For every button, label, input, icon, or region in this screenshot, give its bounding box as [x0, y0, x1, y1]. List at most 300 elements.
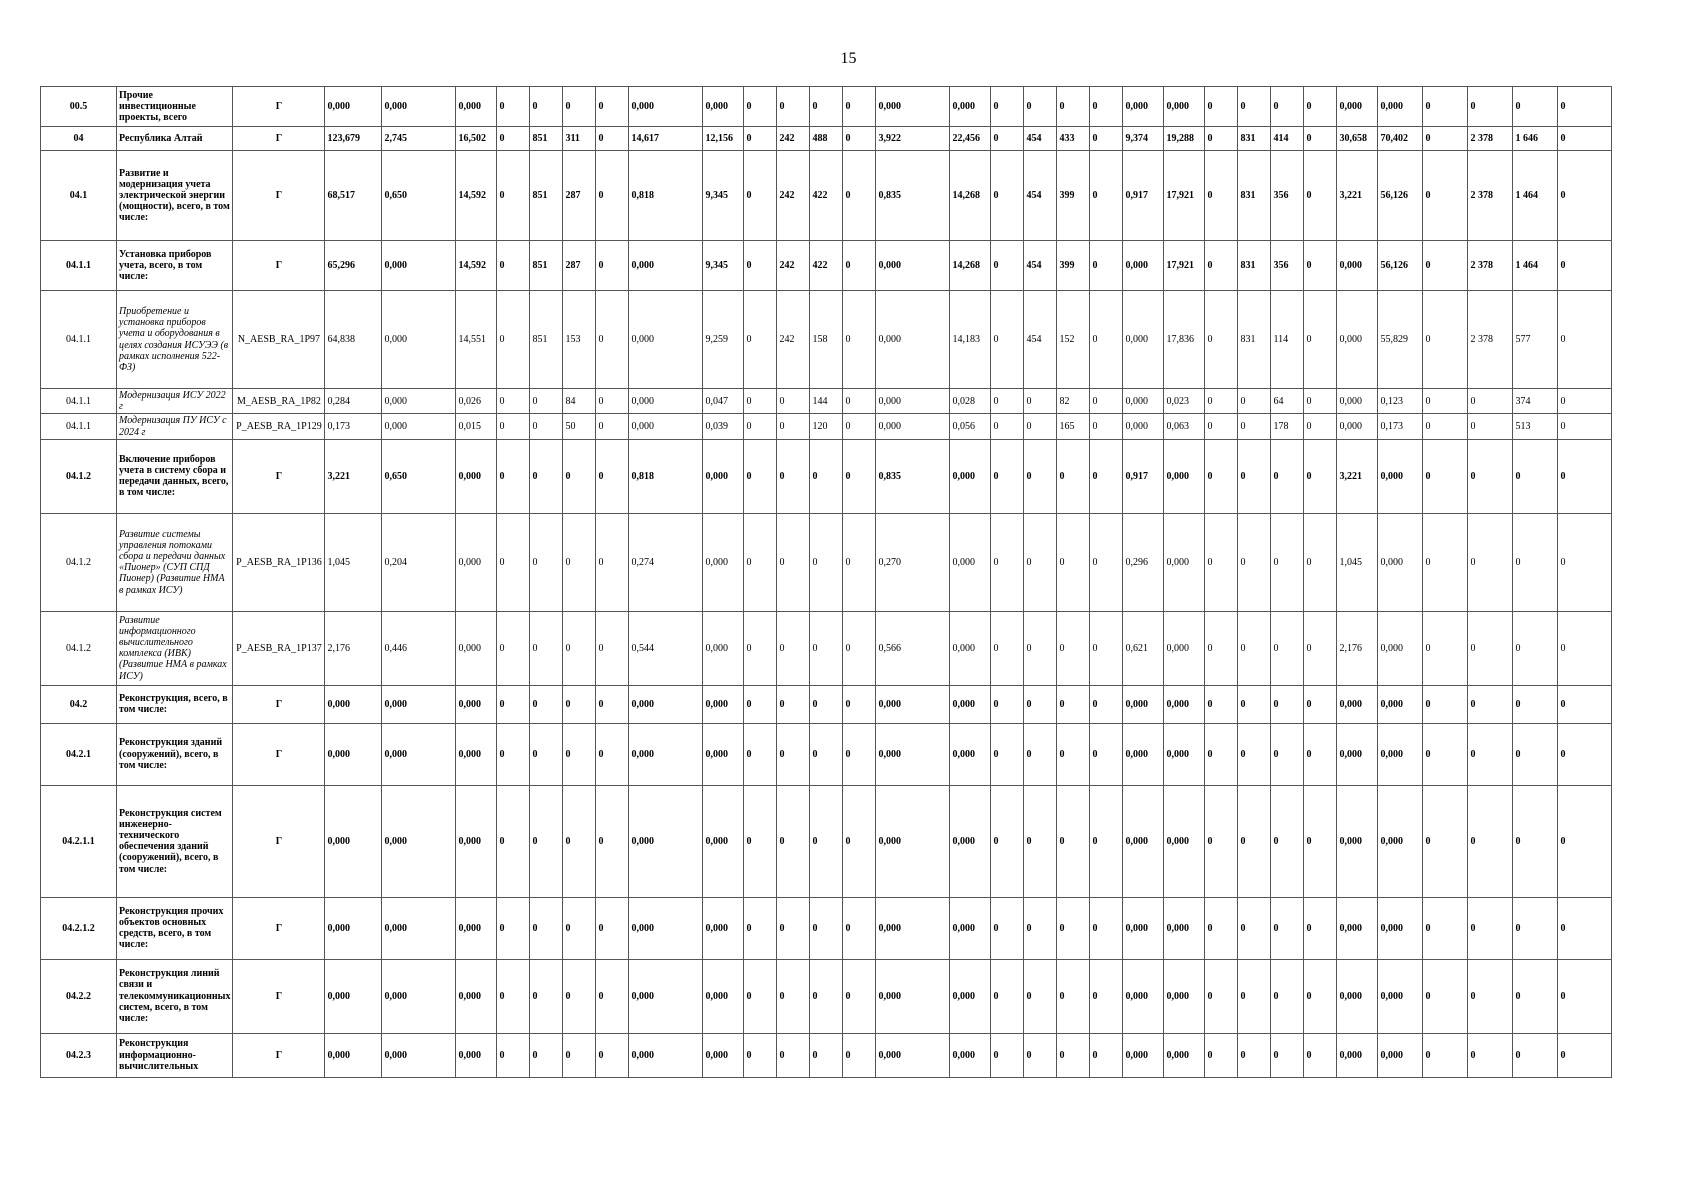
- table-cell: 0: [1558, 785, 1612, 897]
- row-code: 04.1.1: [41, 241, 117, 291]
- table-cell: 0: [810, 723, 843, 785]
- table-cell: 0,000: [1378, 439, 1423, 513]
- table-cell: 0: [1271, 785, 1304, 897]
- table-cell: 0,000: [876, 959, 950, 1033]
- table-cell: 311: [563, 127, 596, 151]
- table-cell: 0,047: [703, 389, 744, 414]
- table-cell: 0: [497, 87, 530, 127]
- table-cell: 0: [843, 685, 876, 723]
- table-cell: 0: [1238, 1033, 1271, 1077]
- table-cell: 0: [1090, 414, 1123, 439]
- row-code: 04.1.1: [41, 291, 117, 389]
- row-name: Установка приборов учета, всего, в том числе:: [117, 241, 233, 291]
- table-cell: 0: [1090, 513, 1123, 611]
- row-code: 04.1.2: [41, 513, 117, 611]
- table-cell: 0,835: [876, 151, 950, 241]
- table-cell: 0,818: [629, 151, 703, 241]
- table-cell: 0: [1205, 723, 1238, 785]
- table-cell: 0: [1304, 414, 1337, 439]
- table-cell: 0: [810, 685, 843, 723]
- row-name: Реконструкция линий связи и телекоммуникационных систем, всего, в том числе:: [117, 959, 233, 1033]
- row-identifier: Г: [233, 959, 325, 1033]
- table-cell: 0,000: [456, 611, 497, 685]
- table-cell: 0: [744, 723, 777, 785]
- table-cell: 0,028: [950, 389, 991, 414]
- table-cell: 0: [1558, 414, 1612, 439]
- table-cell: 0: [1024, 414, 1057, 439]
- table-cell: 0: [530, 389, 563, 414]
- table-cell: 0,650: [382, 439, 456, 513]
- row-name: Развитие и модернизация учета электрической энергии (мощности), всего, в том числе:: [117, 151, 233, 241]
- table-cell: 0,000: [1378, 723, 1423, 785]
- row-name: Реконструкция, всего, в том числе:: [117, 685, 233, 723]
- table-cell: 0,000: [382, 389, 456, 414]
- table-cell: 0,284: [325, 389, 382, 414]
- table-cell: 0: [1468, 87, 1513, 127]
- table-cell: 0: [843, 439, 876, 513]
- table-cell: 0: [1238, 897, 1271, 959]
- table-cell: 0: [530, 611, 563, 685]
- table-cell: 0,000: [1123, 897, 1164, 959]
- table-cell: 356: [1271, 241, 1304, 291]
- table-cell: 16,502: [456, 127, 497, 151]
- table-cell: 0: [810, 959, 843, 1033]
- table-cell: 0,000: [629, 785, 703, 897]
- table-cell: 0: [596, 897, 629, 959]
- table-cell: 0: [991, 291, 1024, 389]
- table-cell: 0: [744, 1033, 777, 1077]
- table-cell: 0: [1238, 785, 1271, 897]
- row-identifier: Г: [233, 785, 325, 897]
- table-cell: 0,000: [876, 685, 950, 723]
- table-cell: 0: [1057, 685, 1090, 723]
- table-cell: 1,045: [1337, 513, 1378, 611]
- table-cell: 0: [777, 785, 810, 897]
- table-cell: 0: [744, 439, 777, 513]
- table-cell: 0,000: [1123, 291, 1164, 389]
- table-cell: 0: [1024, 87, 1057, 127]
- table-cell: 454: [1024, 151, 1057, 241]
- table-cell: 0,000: [1164, 959, 1205, 1033]
- table-cell: 0: [1024, 1033, 1057, 1077]
- table-cell: 0,000: [629, 723, 703, 785]
- table-cell: 0: [744, 897, 777, 959]
- table-cell: 0,000: [1123, 241, 1164, 291]
- table-row: [41, 513, 1612, 611]
- table-cell: 0: [1090, 685, 1123, 723]
- table-cell: 0: [1304, 87, 1337, 127]
- table-cell: 422: [810, 151, 843, 241]
- table-cell: 0: [563, 439, 596, 513]
- table-cell: 0: [1468, 685, 1513, 723]
- table-cell: 0: [1468, 1033, 1513, 1077]
- table-cell: 0,000: [1378, 87, 1423, 127]
- table-cell: 0,000: [629, 241, 703, 291]
- table-cell: 0,917: [1123, 439, 1164, 513]
- table-cell: 0,000: [1164, 685, 1205, 723]
- table-cell: 0: [497, 959, 530, 1033]
- row-identifier: Г: [233, 151, 325, 241]
- table-cell: 0: [843, 291, 876, 389]
- table-cell: 0: [1271, 87, 1304, 127]
- table-cell: 454: [1024, 127, 1057, 151]
- table-cell: 0,000: [1123, 723, 1164, 785]
- table-cell: 0,000: [456, 1033, 497, 1077]
- table-cell: 0: [1513, 685, 1558, 723]
- table-cell: 0: [777, 439, 810, 513]
- table-cell: 64: [1271, 389, 1304, 414]
- table-cell: 0,000: [1164, 723, 1205, 785]
- table-cell: 0: [1423, 87, 1468, 127]
- table-cell: 0: [563, 685, 596, 723]
- table-cell: 0: [1024, 785, 1057, 897]
- table-cell: 0: [1513, 439, 1558, 513]
- table-cell: 0: [744, 291, 777, 389]
- row-identifier: Г: [233, 87, 325, 127]
- table-cell: 831: [1238, 291, 1271, 389]
- table-cell: 0: [1558, 127, 1612, 151]
- table-cell: 152: [1057, 291, 1090, 389]
- table-cell: 0,000: [950, 87, 991, 127]
- table-cell: 2 378: [1468, 151, 1513, 241]
- table-cell: 1 464: [1513, 151, 1558, 241]
- table-cell: 0: [1057, 611, 1090, 685]
- table-cell: 0: [991, 685, 1024, 723]
- table-cell: 0: [596, 241, 629, 291]
- row-identifier: Г: [233, 685, 325, 723]
- table-cell: 0,000: [629, 897, 703, 959]
- table-cell: 0: [1057, 439, 1090, 513]
- table-row: [41, 1033, 1612, 1077]
- row-name: Включение приборов учета в систему сбора и передачи данных, всего, в том числе:: [117, 439, 233, 513]
- table-cell: 0: [1090, 785, 1123, 897]
- table-cell: 0: [1024, 959, 1057, 1033]
- table-cell: 0: [1024, 611, 1057, 685]
- table-cell: 0,000: [703, 685, 744, 723]
- table-cell: 0: [1271, 1033, 1304, 1077]
- table-cell: 14,551: [456, 291, 497, 389]
- table-cell: 0: [744, 685, 777, 723]
- table-cell: 0: [497, 685, 530, 723]
- table-cell: 0: [1423, 685, 1468, 723]
- row-name: Реконструкция систем инженерно-технического обеспечения зданий (сооружений), всего, в том числе:: [117, 785, 233, 897]
- table-cell: 0,000: [1337, 785, 1378, 897]
- table-cell: 0: [991, 897, 1024, 959]
- table-cell: 0,123: [1378, 389, 1423, 414]
- table-cell: 0: [1423, 127, 1468, 151]
- table-cell: 0: [1090, 439, 1123, 513]
- table-cell: 0,000: [382, 785, 456, 897]
- table-cell: 0: [744, 127, 777, 151]
- table-cell: 0,000: [1123, 389, 1164, 414]
- table-cell: 0: [1423, 291, 1468, 389]
- row-name: Реконструкция информационно-вычислительных: [117, 1033, 233, 1077]
- table-cell: 0: [1271, 723, 1304, 785]
- table-cell: 0: [1304, 389, 1337, 414]
- table-cell: 1,045: [325, 513, 382, 611]
- row-code: 04: [41, 127, 117, 151]
- table-cell: 0: [1205, 151, 1238, 241]
- table-cell: 14,617: [629, 127, 703, 151]
- table-cell: 0: [1558, 241, 1612, 291]
- row-code: 04.2.1: [41, 723, 117, 785]
- table-cell: 0: [497, 151, 530, 241]
- table-cell: 178: [1271, 414, 1304, 439]
- table-cell: 0: [1024, 389, 1057, 414]
- table-cell: 0,000: [950, 685, 991, 723]
- table-cell: 144: [810, 389, 843, 414]
- table-cell: 0,000: [1123, 1033, 1164, 1077]
- table-cell: 56,126: [1378, 151, 1423, 241]
- table-cell: 0,000: [950, 723, 991, 785]
- row-name: Развитие информационного вычислительного комплекса (ИВК) (Развитие НМА в рамках ИСУ): [117, 611, 233, 685]
- table-cell: 0,000: [382, 723, 456, 785]
- table-cell: 0: [1057, 1033, 1090, 1077]
- table-cell: 454: [1024, 241, 1057, 291]
- table-cell: 0: [497, 389, 530, 414]
- table-row: [41, 241, 1612, 291]
- table-cell: 0: [1558, 723, 1612, 785]
- table-cell: 0: [1090, 723, 1123, 785]
- table-cell: 0: [1205, 87, 1238, 127]
- table-cell: 0,026: [456, 389, 497, 414]
- table-cell: 0: [1468, 785, 1513, 897]
- table-cell: 0: [1558, 513, 1612, 611]
- row-identifier: Г: [233, 1033, 325, 1077]
- table-cell: 3,922: [876, 127, 950, 151]
- table-cell: 0: [596, 723, 629, 785]
- page-number: 15: [840, 50, 857, 67]
- table-cell: 0,000: [1123, 414, 1164, 439]
- table-cell: 84: [563, 389, 596, 414]
- table-cell: 0: [1468, 959, 1513, 1033]
- table-cell: 0: [1423, 241, 1468, 291]
- table-cell: 0,000: [1337, 723, 1378, 785]
- table-cell: 0: [1423, 723, 1468, 785]
- row-name: Приобретение и установка приборов учета и оборудования в целях создания ИСУЭЭ (в рамках исполнения 522-ФЗ): [117, 291, 233, 389]
- table-cell: 0: [1304, 241, 1337, 291]
- table-cell: 0,274: [629, 513, 703, 611]
- table-cell: 0,000: [382, 291, 456, 389]
- table-cell: 851: [530, 127, 563, 151]
- row-code: 04.2.2: [41, 959, 117, 1033]
- table-cell: 0: [1513, 723, 1558, 785]
- table-cell: 0: [1024, 723, 1057, 785]
- table-cell: 422: [810, 241, 843, 291]
- row-identifier: N_AESB_RA_1P97: [233, 291, 325, 389]
- table-cell: 0: [843, 241, 876, 291]
- table-cell: 14,592: [456, 151, 497, 241]
- table-cell: 0: [596, 439, 629, 513]
- table-cell: 14,592: [456, 241, 497, 291]
- table-cell: 851: [530, 241, 563, 291]
- table-cell: 0: [1304, 685, 1337, 723]
- row-identifier: P_AESB_RA_1P136: [233, 513, 325, 611]
- table-cell: 0: [744, 87, 777, 127]
- table-cell: 0,000: [703, 897, 744, 959]
- table-cell: 0: [744, 611, 777, 685]
- table-cell: 0: [1057, 87, 1090, 127]
- row-name: Прочие инвестиционные проекты, всего: [117, 87, 233, 127]
- table-cell: 0: [1271, 685, 1304, 723]
- table-cell: 0: [1468, 897, 1513, 959]
- table-cell: 0: [777, 959, 810, 1033]
- table-cell: 0,000: [1378, 785, 1423, 897]
- row-code: 04.1.2: [41, 439, 117, 513]
- table-cell: 0: [1205, 127, 1238, 151]
- row-identifier: Г: [233, 897, 325, 959]
- table-cell: 0: [1423, 785, 1468, 897]
- table-cell: 0: [843, 414, 876, 439]
- table-cell: 0: [1057, 897, 1090, 959]
- table-cell: 17,921: [1164, 241, 1205, 291]
- table-cell: 0: [563, 959, 596, 1033]
- table-cell: 0: [1024, 439, 1057, 513]
- table-cell: 0: [596, 685, 629, 723]
- table-cell: 0: [1205, 685, 1238, 723]
- table-cell: 0: [497, 127, 530, 151]
- table-cell: 0: [843, 611, 876, 685]
- row-name: Развитие системы управления потоками сбора и передачи данных «Пионер» (СУП СПД Пионер) (Развитие НМА в рамках ИСУ): [117, 513, 233, 611]
- table-cell: 0,000: [382, 959, 456, 1033]
- table-cell: 0: [1090, 1033, 1123, 1077]
- table-cell: 0: [497, 291, 530, 389]
- table-cell: 0: [810, 897, 843, 959]
- table-cell: 0: [810, 785, 843, 897]
- table-cell: 0,000: [1164, 513, 1205, 611]
- table-cell: 0,000: [950, 439, 991, 513]
- table-cell: 55,829: [1378, 291, 1423, 389]
- table-cell: 0,000: [629, 1033, 703, 1077]
- table-cell: 0: [1024, 897, 1057, 959]
- table-cell: 0: [843, 151, 876, 241]
- investment-table: [40, 86, 1612, 1078]
- table-cell: 120: [810, 414, 843, 439]
- table-cell: 0: [1205, 897, 1238, 959]
- table-cell: 0,000: [382, 1033, 456, 1077]
- table-cell: 0,000: [1378, 1033, 1423, 1077]
- table-cell: 0: [991, 241, 1024, 291]
- table-cell: 399: [1057, 151, 1090, 241]
- table-row: [41, 439, 1612, 513]
- table-cell: 0,000: [950, 785, 991, 897]
- table-cell: 0: [1558, 959, 1612, 1033]
- table-cell: 0,000: [456, 513, 497, 611]
- table-cell: 0: [744, 785, 777, 897]
- table-cell: 0,917: [1123, 151, 1164, 241]
- table-cell: 0: [1304, 439, 1337, 513]
- row-code: 04.2: [41, 685, 117, 723]
- table-cell: 9,345: [703, 241, 744, 291]
- table-row: [41, 685, 1612, 723]
- table-cell: 0: [1513, 959, 1558, 1033]
- table-cell: 0,000: [876, 897, 950, 959]
- table-cell: 0,000: [1164, 897, 1205, 959]
- table-cell: 488: [810, 127, 843, 151]
- table-row: [41, 785, 1612, 897]
- table-cell: 0: [1423, 897, 1468, 959]
- table-cell: 0,000: [1378, 897, 1423, 959]
- table-cell: 0,000: [1164, 439, 1205, 513]
- table-cell: 0: [1513, 611, 1558, 685]
- table-cell: 2,745: [382, 127, 456, 151]
- table-cell: 0: [1090, 389, 1123, 414]
- table-cell: 0,000: [456, 439, 497, 513]
- table-cell: 0: [530, 439, 563, 513]
- table-cell: 0,000: [456, 685, 497, 723]
- table-cell: 0,000: [1164, 611, 1205, 685]
- row-code: 00.5: [41, 87, 117, 127]
- table-cell: 0: [777, 723, 810, 785]
- table-cell: 0: [1090, 897, 1123, 959]
- table-cell: 0: [1304, 1033, 1337, 1077]
- table-cell: 3,221: [325, 439, 382, 513]
- table-row: [41, 611, 1612, 685]
- table-cell: 0,544: [629, 611, 703, 685]
- table-row: [41, 151, 1612, 241]
- table-cell: 0: [1423, 959, 1468, 1033]
- table-cell: 0,000: [325, 785, 382, 897]
- table-cell: 0: [843, 1033, 876, 1077]
- table-row: [41, 723, 1612, 785]
- table-cell: 0: [530, 685, 563, 723]
- table-cell: 0,000: [1378, 611, 1423, 685]
- table-cell: 0: [991, 414, 1024, 439]
- table-cell: 0: [1468, 389, 1513, 414]
- table-cell: 0,000: [456, 723, 497, 785]
- table-cell: 0: [744, 959, 777, 1033]
- table-cell: 0: [843, 87, 876, 127]
- table-cell: 0: [1205, 241, 1238, 291]
- table-cell: 0,818: [629, 439, 703, 513]
- table-cell: 0: [1423, 513, 1468, 611]
- table-cell: 2,176: [325, 611, 382, 685]
- table-cell: 0: [843, 127, 876, 151]
- table-cell: 0,000: [382, 414, 456, 439]
- table-cell: 0,000: [1337, 685, 1378, 723]
- table-cell: 0,000: [876, 723, 950, 785]
- table-cell: 356: [1271, 151, 1304, 241]
- table-cell: 0,000: [1123, 87, 1164, 127]
- table-cell: 9,345: [703, 151, 744, 241]
- table-cell: 0,000: [382, 241, 456, 291]
- table-cell: 0: [777, 1033, 810, 1077]
- table-cell: 0: [1057, 785, 1090, 897]
- table-cell: 0: [1090, 87, 1123, 127]
- table-cell: 0: [497, 611, 530, 685]
- table-cell: 374: [1513, 389, 1558, 414]
- row-name: Модернизация ПУ ИСУ с 2024 г: [117, 414, 233, 439]
- table-cell: 0: [530, 959, 563, 1033]
- row-identifier: P_AESB_RA_1P137: [233, 611, 325, 685]
- table-cell: 17,921: [1164, 151, 1205, 241]
- row-identifier: Г: [233, 439, 325, 513]
- table-cell: 0,296: [1123, 513, 1164, 611]
- row-identifier: Г: [233, 241, 325, 291]
- table-cell: 0,000: [876, 291, 950, 389]
- table-cell: 0,063: [1164, 414, 1205, 439]
- table-cell: 0,000: [703, 513, 744, 611]
- table-cell: 0,000: [703, 959, 744, 1033]
- table-cell: 0: [1558, 1033, 1612, 1077]
- table-cell: 3,221: [1337, 151, 1378, 241]
- table-cell: 0,000: [1378, 513, 1423, 611]
- table-cell: 0,000: [876, 389, 950, 414]
- table-cell: 0,000: [876, 1033, 950, 1077]
- table-cell: 0,621: [1123, 611, 1164, 685]
- table-row: [41, 291, 1612, 389]
- table-cell: 0: [1513, 785, 1558, 897]
